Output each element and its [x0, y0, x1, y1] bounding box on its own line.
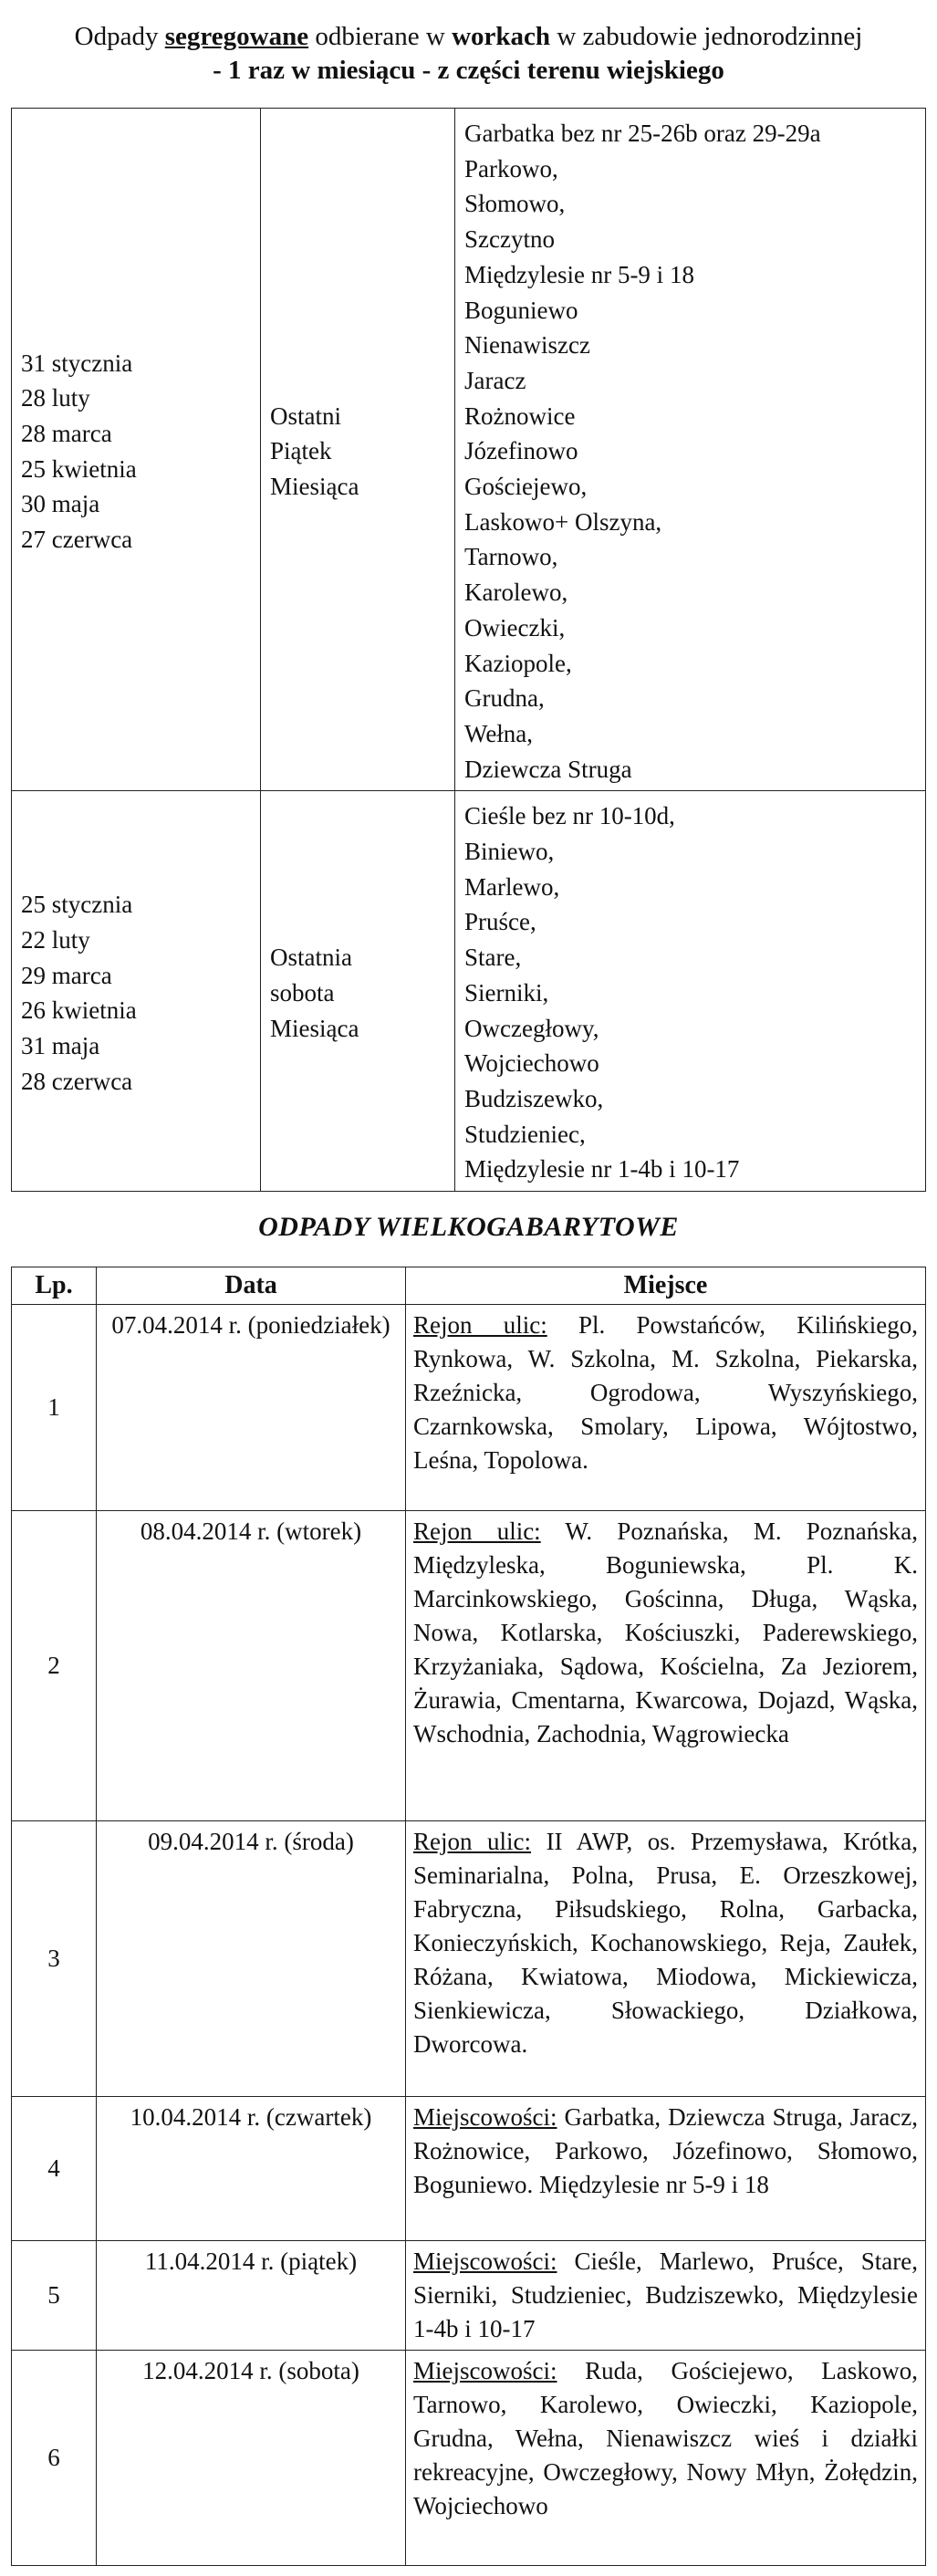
row-date-text: 10.04.2014 r. (czwartek) [130, 2103, 372, 2131]
schedule-place: Nienawiszcz [464, 331, 590, 360]
schedule-day: Miesiąca [270, 473, 359, 501]
row-place-text: Ruda, Gościejewo, Laskowo, Tarnowo, Karolewo, Owieczki, Kaziopole, Grudna, Wełna, Nienawiszcz wieś i działki rekreacyjne, Owczegłowy, Nowy Młyn, Żołędzin, Wojciechowo [413, 2357, 918, 2519]
row-date [97, 2351, 406, 2566]
schedule-date: 25 stycznia [21, 891, 133, 919]
schedule-place: Marlewo, [464, 872, 560, 901]
row-place [406, 1305, 926, 1511]
schedule-place: Gościejewo, [464, 473, 588, 501]
column-header-lp: Lp. [12, 1267, 97, 1305]
schedule-place: Sierniki, [464, 978, 549, 1006]
schedule-place: Owczegłowy, [464, 1014, 599, 1042]
schedule-dates-cell [12, 109, 261, 791]
row-date-text: 08.04.2014 r. (wtorek) [140, 1517, 362, 1545]
row-date-text: 07.04.2014 r. (poniedziałek) [111, 1311, 390, 1339]
schedule-row [12, 109, 926, 791]
schedule-dates-cell [12, 791, 261, 1192]
row-lp: 1 [12, 1305, 97, 1511]
schedule-day: Ostatnia [270, 944, 352, 972]
header-line-2: - 1 raz w miesiącu - z części terenu wiejskiego [213, 56, 724, 85]
row-date-text: 09.04.2014 r. (środa) [148, 1828, 354, 1855]
header-segregated: segregowane [164, 22, 309, 51]
segregated-schedule-table [11, 108, 926, 1192]
row-place [406, 2241, 926, 2351]
schedule-place: Parkowo, [464, 154, 558, 183]
bulky-waste-table [11, 1267, 926, 2566]
header-text-5: w zabudowie jednorodzinnej [550, 22, 863, 51]
bulky-row [12, 1821, 926, 2097]
schedule-place: Grudna, [464, 684, 545, 713]
schedule-date: 31 maja [21, 1031, 100, 1059]
bulky-waste-heading: ODPADY WIELKOGABARYTOWE [258, 1212, 679, 1242]
row-place-text: W. Poznańska, M. Poznańska, Międzyleska, Boguniewska, Pl. K. Marcinkowskiego, Gościnna, Długa, Wąska, Nowa, Kotlarska, Kościuszki, Paderewskiego, Krzyżaniaka, Sądowa, Kościelna, Za Jeziorem, Żurawia, Cmentarna, Kwarcowa, Dojazd, Wąska, Wschodnia, Zachodnia, Wągrowiecka [413, 1517, 919, 1747]
page-header [0, 20, 937, 88]
schedule-place: Garbatka bez nr 25-26b oraz 29-29a [464, 120, 821, 147]
schedule-date: 26 kwietnia [21, 996, 137, 1025]
row-place-text: Cieśle, Marlewo, Pruśce, Stare, Sierniki, Studzieniec, Budziszewko, Międzylesie 1-4b i 10-17 [413, 2247, 918, 2342]
row-place-label: Miejscowości: [413, 2103, 557, 2131]
column-header-place: Miejsce [406, 1267, 926, 1305]
header-text-1: Odpady [74, 22, 165, 51]
bulky-row [12, 1305, 926, 1511]
row-lp: 4 [12, 2097, 97, 2241]
row-place-label: Rejon ulic: [413, 1517, 541, 1545]
schedule-place: Rożnowice [464, 402, 576, 430]
row-date [97, 2097, 406, 2241]
schedule-date: 31 stycznia [21, 349, 133, 377]
bulky-row [12, 2097, 926, 2241]
bulky-header-row [12, 1267, 926, 1305]
row-date [97, 1511, 406, 1821]
header-text-3: odbierane w [308, 22, 453, 51]
schedule-date: 28 marca [21, 419, 112, 447]
row-place [406, 2351, 926, 2566]
schedule-place: Studzieniec, [464, 1120, 586, 1148]
schedule-place: Karolewo, [464, 579, 568, 607]
schedule-place: Wełna, [464, 719, 534, 747]
bulky-row [12, 1511, 926, 1821]
schedule-place: Stare, [464, 944, 522, 972]
schedule-place: Dziewcza Struga [464, 755, 632, 783]
schedule-day: Piątek [270, 437, 332, 465]
schedule-day: sobota [270, 978, 335, 1006]
row-lp: 5 [12, 2241, 97, 2351]
row-place-text: Pl. Powstańców, Kilińskiego, Rynkowa, W. Szkolna, M. Szkolna, Piekarska, Rzeźnicka, Ogrodowa, Wyszyńskiego, Czarnkowska, Smolary, Lipowa, Wójtostwo, Leśna, Topolowa. [413, 1311, 919, 1474]
schedule-place: Jaracz [464, 366, 526, 394]
row-date [97, 1305, 406, 1511]
schedule-date: 28 luty [21, 384, 90, 412]
row-place-label: Rejon ulic: [413, 1828, 532, 1855]
row-place-label: Miejscowości: [413, 2357, 557, 2384]
row-place-text: Garbatka, Dziewcza Struga, Jaracz, Rożnowice, Parkowo, Józefinowo, Słomowo, Boguniewo. Międzylesie nr 5-9 i 18 [413, 2103, 918, 2198]
schedule-place: Słomowo, [464, 190, 566, 218]
row-date-text: 12.04.2014 r. (sobota) [142, 2357, 359, 2384]
schedule-day-cell [261, 791, 455, 1192]
schedule-place: Józefinowo [464, 437, 578, 465]
schedule-place: Budziszewko, [464, 1084, 604, 1112]
bulky-row [12, 2351, 926, 2566]
row-place [406, 1511, 926, 1821]
row-place-label: Miejscowości: [413, 2247, 557, 2275]
schedule-place: Tarnowo, [464, 543, 558, 571]
schedule-place: Biniewo, [464, 838, 555, 866]
schedule-row [12, 791, 926, 1192]
schedule-place: Boguniewo [464, 296, 578, 324]
column-header-date: Data [97, 1267, 406, 1305]
schedule-day: Ostatni [270, 402, 341, 430]
row-place [406, 1821, 926, 2097]
schedule-place: Międzylesie nr 1-4b i 10-17 [464, 1155, 740, 1184]
schedule-day: Miesiąca [270, 1014, 359, 1042]
schedule-date: 29 marca [21, 961, 112, 989]
schedule-place: Cieśle bez nr 10-10d, [464, 802, 675, 830]
schedule-place: Owieczki, [464, 613, 566, 641]
schedule-date: 22 luty [21, 925, 90, 954]
schedule-date: 27 czerwca [21, 526, 133, 554]
header-bags: workach [452, 22, 551, 51]
row-date-text: 11.04.2014 r. (piątek) [144, 2247, 358, 2275]
schedule-date: 28 czerwca [21, 1067, 133, 1095]
schedule-places-cell [455, 109, 926, 791]
row-date [97, 2241, 406, 2351]
row-date [97, 1821, 406, 2097]
schedule-place: Wojciechowo [464, 1049, 599, 1078]
schedule-place: Szczytno [464, 225, 555, 254]
schedule-places-cell [455, 791, 926, 1192]
row-lp: 6 [12, 2351, 97, 2566]
schedule-date: 25 kwietnia [21, 454, 137, 483]
schedule-place: Międzylesie nr 5-9 i 18 [464, 260, 694, 288]
schedule-place: Kaziopole, [464, 649, 572, 677]
bulky-row [12, 2241, 926, 2351]
row-lp: 3 [12, 1821, 97, 2097]
schedule-date: 30 maja [21, 490, 100, 518]
schedule-place: Laskowo+ Olszyna, [464, 507, 662, 536]
row-place-label: Rejon ulic: [413, 1311, 547, 1339]
schedule-place: Pruśce, [464, 908, 536, 936]
row-place [406, 2097, 926, 2241]
row-lp: 2 [12, 1511, 97, 1821]
row-place-text: II AWP, os. Przemysława, Krótka, Seminarialna, Polna, Prusa, E. Orzeszkowej, Fabryczna, Piłsudskiego, Rolna, Garbacka, Konieczyńskich, Kochanowskiego, Reja, Zaułek, Różana, Kwiatowa, Miodowa, Mickiewicza, Sienkiewicza, Słowackiego, Działkowa, Dworcowa. [413, 1828, 918, 2058]
schedule-day-cell [261, 109, 455, 791]
